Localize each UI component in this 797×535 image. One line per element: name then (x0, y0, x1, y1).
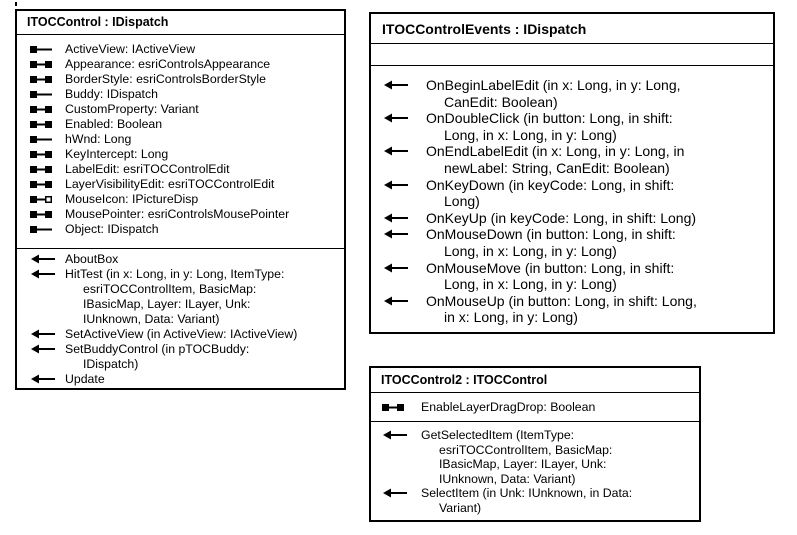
get-put-icon (30, 75, 52, 84)
property-label (371, 399, 699, 415)
property-item (17, 87, 344, 102)
method-signature (371, 226, 773, 259)
method-signature-line: GetSelectedItem (ItemType: (421, 428, 575, 442)
method-signature-line: SetActiveView (in ActiveView: IActiveView) (65, 327, 298, 341)
property-label (17, 177, 344, 192)
method-item (371, 77, 773, 110)
method-arrow-icon (384, 229, 408, 239)
properties-section (17, 35, 344, 249)
method-item (371, 210, 773, 227)
method-signature-line: Update (65, 372, 105, 386)
property-label (17, 192, 344, 207)
property-text: BorderStyle: esriControlsBorderStyle (65, 72, 266, 86)
property-text: KeyIntercept: Long (65, 147, 169, 161)
method-signature-continuation: IBasicMap, Layer: ILayer, Unk: (439, 457, 607, 471)
method-signature (371, 77, 773, 110)
method-item (17, 372, 344, 387)
method-arrow-icon (31, 329, 55, 339)
method-signature-line: OnDoubleClick (in button: Long, in shift: (426, 110, 673, 127)
method-arrow-icon (384, 263, 408, 273)
property-text: Buddy: IDispatch (65, 87, 158, 101)
method-signature-line: HitTest (in x: Long, in y: Long, ItemType: (65, 267, 285, 281)
method-signature-line: SelectItem (in Unk: IUnknown, in Data: (421, 486, 633, 500)
method-arrow-icon (384, 213, 408, 223)
method-item (371, 143, 773, 176)
property-label (17, 102, 344, 117)
properties-section (371, 393, 699, 422)
method-signature (371, 110, 773, 143)
get-put-icon (30, 120, 52, 129)
method-signature-continuation: Variant) (439, 500, 482, 515)
method-signature-continuation: IBasicMap, Layer: ILayer, Unk: (83, 297, 251, 311)
method-signature (371, 210, 773, 227)
get-icon (30, 225, 52, 234)
property-item (17, 42, 344, 57)
method-signature-continuation: in x: Long, in y: Long) (444, 309, 578, 326)
itoccontrol2-interface-box (369, 366, 701, 522)
method-signature-line: OnKeyDown (in keyCode: Long, in shift: (426, 176, 675, 193)
property-text: hWnd: Long (65, 132, 132, 146)
get-icon (30, 45, 52, 54)
method-arrow-icon (383, 488, 407, 498)
get-put-icon (30, 150, 52, 159)
method-signature-continuation: CanEdit: Boolean) (444, 93, 558, 110)
method-signature-line: OnMouseDown (in button: Long, in shift: (426, 226, 676, 243)
property-item (17, 192, 344, 207)
method-signature (371, 177, 773, 210)
property-text: LayerVisibilityEdit: esriTOCControlEdit (65, 177, 275, 191)
method-signature-continuation: IUnknown, Data: Variant) (83, 312, 220, 326)
method-signature (17, 252, 344, 267)
method-signature (17, 372, 344, 387)
itoccontrol-interface-box (15, 9, 346, 390)
method-signature (17, 267, 344, 327)
method-signature (371, 486, 699, 515)
property-item (17, 102, 344, 117)
method-item (371, 293, 773, 326)
property-text: Appearance: esriControlsAppearance (65, 57, 271, 71)
property-label (17, 132, 344, 147)
method-arrow-icon (384, 146, 408, 156)
method-item (17, 327, 344, 342)
method-signature (17, 327, 344, 342)
method-signature-continuation: IUnknown, Data: Variant) (439, 471, 576, 486)
method-arrow-icon (31, 344, 55, 354)
method-arrow-icon (383, 430, 407, 440)
method-signature (371, 260, 773, 293)
methods-section (17, 249, 344, 387)
property-text: MouseIcon: IPictureDisp (65, 192, 199, 206)
method-signature-continuation: newLabel: String, CanEdit: Boolean) (444, 159, 670, 176)
empty-properties-section (371, 44, 773, 66)
property-text: Object: IDispatch (65, 222, 159, 236)
method-arrow-icon (384, 296, 408, 306)
property-item (17, 147, 344, 162)
property-label (17, 162, 344, 177)
property-item (17, 162, 344, 177)
property-text: MousePointer: esriControlsMousePointer (65, 207, 290, 221)
corner-tick (15, 2, 17, 6)
method-item (371, 428, 699, 486)
property-item (371, 399, 699, 415)
method-item (17, 252, 344, 267)
property-item (17, 222, 344, 237)
method-arrow-icon (384, 113, 408, 123)
method-signature-line: OnMouseMove (in button: Long, in shift: (426, 259, 675, 276)
method-arrow-icon (384, 180, 408, 190)
get-put-icon (30, 165, 52, 174)
get-put-icon (30, 180, 52, 189)
get-put-icon (30, 210, 52, 219)
property-label (17, 72, 344, 87)
property-label (17, 87, 344, 102)
method-signature-line: OnEndLabelEdit (in x: Long, in y: Long, in (426, 143, 685, 160)
method-signature-line: OnKeyUp (in keyCode: Long, in shift: Long) (426, 209, 697, 226)
property-label (17, 207, 344, 222)
method-signature (371, 293, 773, 326)
method-item (371, 486, 699, 515)
method-signature-continuation: Long, in x: Long, in y: Long) (444, 126, 617, 143)
method-signature-line: OnMouseUp (in button: Long, in shift: Long, (426, 292, 697, 309)
method-item (17, 267, 344, 327)
property-label (17, 222, 344, 237)
get-icon (30, 90, 52, 99)
get-put-icon (30, 105, 52, 114)
property-text: Enabled: Boolean (65, 117, 163, 131)
property-item (17, 57, 344, 72)
method-signature (371, 143, 773, 176)
method-item (371, 177, 773, 210)
method-signature-line: OnBeginLabelEdit (in x: Long, in y: Long, (426, 77, 681, 93)
interface-title: ITOCControl2 : ITOCControl (371, 368, 699, 393)
method-signature-continuation: Long, in x: Long, in y: Long) (444, 276, 617, 293)
property-item (17, 117, 344, 132)
methods-section (371, 66, 773, 326)
method-arrow-icon (384, 80, 408, 90)
property-text: CustomProperty: Variant (65, 102, 199, 116)
method-signature-continuation: esriTOCControlItem, BasicMap: (83, 282, 257, 296)
property-label (17, 42, 344, 57)
method-signature-continuation: IDispatch) (83, 357, 139, 371)
method-arrow-icon (31, 269, 55, 279)
get-put-icon (30, 60, 52, 69)
get-put-ref-icon (30, 195, 52, 204)
method-item (371, 226, 773, 259)
method-item (371, 110, 773, 143)
property-text: EnableLayerDragDrop: Boolean (421, 400, 596, 414)
property-label (17, 57, 344, 72)
method-arrow-icon (31, 254, 55, 264)
method-signature-continuation: esriTOCControlItem, BasicMap: (439, 442, 613, 457)
property-text: LabelEdit: esriTOCControlEdit (65, 162, 230, 176)
method-signature-continuation: Long, in x: Long, in y: Long) (444, 242, 617, 259)
method-arrow-icon (31, 374, 55, 384)
property-item (17, 132, 344, 147)
method-signature-continuation: Long) (444, 193, 480, 210)
property-item (17, 177, 344, 192)
property-label (17, 147, 344, 162)
get-put-icon (382, 403, 404, 412)
property-item (17, 72, 344, 87)
get-icon (30, 135, 52, 144)
method-signature (17, 342, 344, 372)
property-text: ActiveView: IActiveView (65, 42, 196, 56)
method-signature (371, 428, 699, 486)
property-item (17, 207, 344, 222)
methods-section (371, 422, 699, 515)
property-label (17, 117, 344, 132)
method-item (17, 342, 344, 372)
interface-title: ITOCControlEvents : IDispatch (371, 14, 773, 44)
method-item (371, 260, 773, 293)
interface-title: ITOCControl : IDispatch (17, 11, 344, 35)
method-signature-line: SetBuddyControl (in pTOCBuddy: (65, 342, 250, 356)
method-signature-line: AboutBox (65, 252, 119, 266)
itoccontrolevents-interface-box (369, 12, 775, 334)
